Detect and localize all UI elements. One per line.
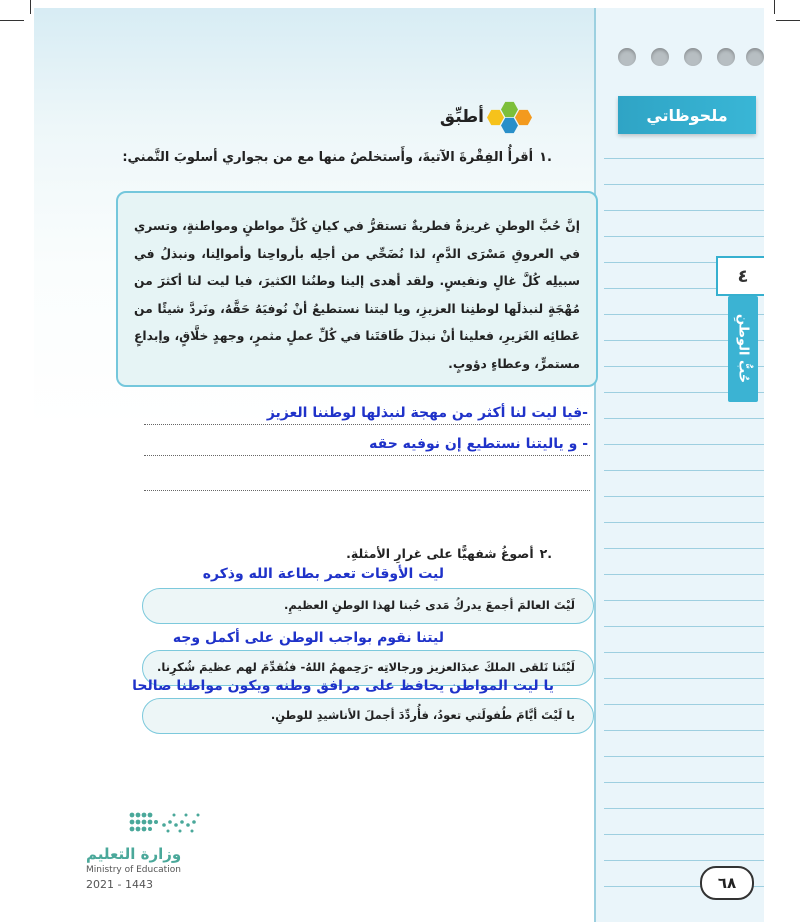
- notebook-line: [604, 158, 764, 159]
- question-number: .٢: [539, 546, 552, 561]
- section-heading: [440, 100, 532, 134]
- notebook-line: [604, 210, 764, 211]
- example-text: يا لَيْتَ أيَّامَ طُفولَتي تعودُ، فأُردِّدَ أجملَ الأناشيدِ للوطنِ.: [270, 708, 575, 722]
- hexagons-icon: [488, 100, 532, 134]
- notebook-line: [604, 860, 764, 861]
- example-item: [142, 566, 594, 626]
- answer-area: [144, 400, 590, 497]
- notebook-line: [604, 418, 764, 419]
- notebook-line: [604, 782, 764, 783]
- page-number: ٦٨: [700, 866, 754, 900]
- example-text: لَيْتَ العالمَ أجمعَ يدركُ مَدى حُبنا لهذا الوطنِ العظيمِ.: [283, 598, 575, 612]
- answer-line[interactable]: [144, 466, 590, 491]
- notebook-line: [604, 522, 764, 523]
- notebook-line: [604, 236, 764, 237]
- question-text: أصوغُ شفهيًّا على غرارِ الأمثلةِ.: [346, 546, 534, 561]
- logo-year: 2021 - 1443: [86, 878, 153, 891]
- ministry-logo: [86, 803, 206, 893]
- answer-line[interactable]: [144, 400, 590, 425]
- question-text: أقرأُ الفِقْرةَ الآتيةَ، وأَستخلصُ منها مع من بجواري أسلوبَ التَّمني:: [122, 150, 534, 165]
- example-item: [132, 678, 594, 738]
- example-text: لَيْتَنا نَلقى الملكَ عبدَالعزيز ورجالاتِه -رَحِمهمُ اللهُ- فنُقدِّمَ لهم عظيمَ شُكرِنا.: [157, 660, 575, 674]
- notebook-line: [604, 678, 764, 679]
- handwritten-answer: ليتنا نقوم بواجب الوطن على أكمل وجه: [172, 630, 444, 646]
- answer-text: - و ياليتنا نستطيع إن نوفيه حقه: [369, 436, 588, 452]
- spiral-hole: [618, 48, 636, 66]
- notebook-line: [604, 626, 764, 627]
- spiral-hole: [746, 48, 764, 66]
- crop-mark: [0, 20, 24, 21]
- notebook-line: [604, 834, 764, 835]
- answer-text: -فيا ليت لنا أكثر من مهجة لنبذلها لوطننا العزيز: [266, 405, 588, 421]
- spiral-hole: [684, 48, 702, 66]
- logo-dots-icon: [128, 807, 202, 839]
- textbook-page: [34, 8, 764, 922]
- notebook-line: [604, 652, 764, 653]
- answer-line[interactable]: [144, 431, 590, 456]
- spiral-hole: [717, 48, 735, 66]
- unit-number: ٤: [716, 256, 764, 296]
- notebook-line: [604, 600, 764, 601]
- spiral-hole: [651, 48, 669, 66]
- unit-tab: [728, 296, 758, 402]
- question-1: [122, 150, 552, 165]
- question-number: .١: [539, 150, 552, 165]
- notebook-line: [604, 730, 764, 731]
- notebook-line: [604, 184, 764, 185]
- notes-label: ملحوظاتي: [618, 96, 756, 134]
- notebook-line: [604, 756, 764, 757]
- unit-title: حُبُّ الوطنِ: [735, 314, 751, 384]
- handwritten-answer: يا ليت المواطن يحافظ على مرافق وطنه ويكون مواطنا صالحا: [132, 678, 554, 694]
- notebook-line: [604, 548, 764, 549]
- notebook-line: [604, 470, 764, 471]
- crop-mark: [30, 0, 31, 14]
- notebook-line: [604, 704, 764, 705]
- question-2: [346, 546, 552, 561]
- crop-mark: [774, 0, 775, 14]
- notebook-line: [604, 496, 764, 497]
- notebook-line: [604, 808, 764, 809]
- section-title: أطبِّق: [439, 107, 484, 127]
- logo-arabic: وزارة التعليم: [86, 845, 182, 863]
- logo-english: Ministry of Education: [86, 865, 181, 875]
- notebook-line: [604, 574, 764, 575]
- passage-text: إنَّ حُبَّ الوطنِ غريزةٌ فطريةٌ تستقرُّ في كيانِ كُلِّ مواطنٍ ومواطنةٍ، وتسري في العروقِ مَسْرَى الدَّمِ، لذا نُضَحِّي من أجلِه بأرواحِنا وأموالِنا، ونبذلُ في سبيلِه كُلَّ غالٍ ونفيسٍ. ولقد أهدى إلينا وطنُنا الكثيرَ، فيا ليت لنا أكثرَ من مُهْجَةٍ لنبذلَها لوطنِنا العزيزِ، ويا ليتنا نستطيعُ أنْ نُوفيَهُ حَقَّهُ، ونَردَّ شيئًا من عَطائِه الغَزيرِ، فعلينا أنْ نبذلَ طَاقتَنا في كُلِّ عملٍ مثمرٍ، وجهدٍ خلَّاقٍ، وإبداعٍ مستمرٍّ، وعطاءٍ دؤوبٍ.: [134, 219, 580, 371]
- passage-box: [116, 191, 598, 387]
- example-pill: [142, 588, 594, 624]
- example-pill: [142, 698, 594, 734]
- handwritten-answer: ليت الأوقات تعمر بطاعة الله وذكره: [202, 566, 444, 582]
- notebook-line: [604, 444, 764, 445]
- crop-mark: [776, 20, 800, 21]
- notes-panel: [594, 8, 764, 922]
